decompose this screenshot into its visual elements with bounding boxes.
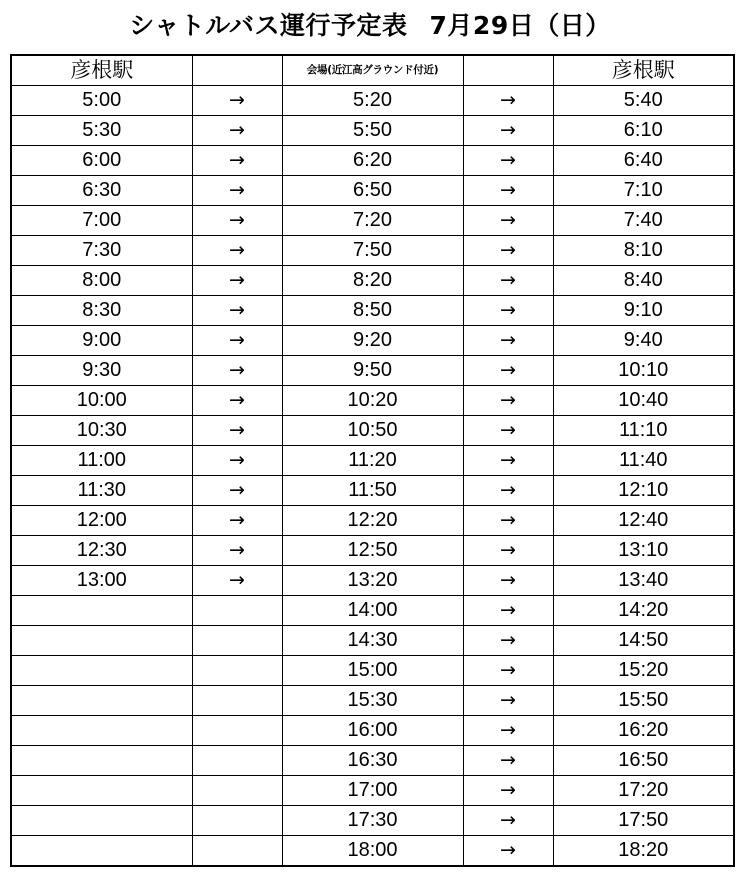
arrival-time-cell: 7:10: [553, 176, 734, 206]
arrow-cell-1: →: [192, 236, 282, 266]
departure-time-cell: 7:30: [11, 236, 192, 266]
table-row: [11, 836, 734, 867]
arrow-cell-2: →: [463, 86, 553, 116]
venue-time-cell: 14:30: [282, 626, 463, 656]
table-row: [11, 686, 734, 716]
departure-time-cell: 5:30: [11, 116, 192, 146]
table-row: [11, 596, 734, 626]
table-row: [11, 806, 734, 836]
arrow-cell-1: →: [192, 386, 282, 416]
venue-time-cell: 11:50: [282, 476, 463, 506]
venue-time-cell: 18:00: [282, 836, 463, 867]
arrow-cell-1: →: [192, 566, 282, 596]
arrow-cell-2: →: [463, 116, 553, 146]
venue-time-cell: 5:20: [282, 86, 463, 116]
table-row: [11, 356, 734, 386]
departure-time-cell: 5:00: [11, 86, 192, 116]
header-origin-station: 彦根駅: [11, 55, 192, 86]
table-row: [11, 146, 734, 176]
table-row: [11, 296, 734, 326]
arrival-time-cell: 9:40: [553, 326, 734, 356]
venue-time-cell: 8:50: [282, 296, 463, 326]
table-row: [11, 86, 734, 116]
arrival-time-cell: 7:40: [553, 206, 734, 236]
venue-time-cell: 8:20: [282, 266, 463, 296]
departure-time-cell: 8:00: [11, 266, 192, 296]
arrival-time-cell: 8:10: [553, 236, 734, 266]
venue-time-cell: 11:20: [282, 446, 463, 476]
venue-time-cell: 10:50: [282, 416, 463, 446]
arrival-time-cell: 16:20: [553, 716, 734, 746]
arrow-cell-1: →: [192, 296, 282, 326]
arrow-cell-1: →: [192, 206, 282, 236]
arrival-time-cell: 13:40: [553, 566, 734, 596]
arrival-time-cell: 8:40: [553, 266, 734, 296]
table-row: [11, 446, 734, 476]
header-row: [11, 55, 734, 86]
header-arrow-spacer-2: [463, 55, 553, 86]
venue-time-cell: 17:00: [282, 776, 463, 806]
departure-time-cell: [11, 626, 192, 656]
arrow-cell-1: [192, 716, 282, 746]
arrow-cell-2: →: [463, 386, 553, 416]
shuttle-timetable: [10, 54, 735, 867]
arrow-cell-1: →: [192, 326, 282, 356]
departure-time-cell: 11:30: [11, 476, 192, 506]
venue-time-cell: 6:50: [282, 176, 463, 206]
arrow-cell-1: →: [192, 116, 282, 146]
arrival-time-cell: 6:10: [553, 116, 734, 146]
arrival-time-cell: 12:40: [553, 506, 734, 536]
departure-time-cell: 13:00: [11, 566, 192, 596]
table-row: [11, 626, 734, 656]
venue-time-cell: 12:20: [282, 506, 463, 536]
arrow-cell-2: →: [463, 266, 553, 296]
arrival-time-cell: 11:40: [553, 446, 734, 476]
arrow-cell-2: →: [463, 236, 553, 266]
arrival-time-cell: 17:50: [553, 806, 734, 836]
arrow-cell-2: →: [463, 806, 553, 836]
table-row: [11, 776, 734, 806]
venue-time-cell: 13:20: [282, 566, 463, 596]
arrow-cell-2: →: [463, 506, 553, 536]
arrow-cell-1: [192, 596, 282, 626]
departure-time-cell: 10:30: [11, 416, 192, 446]
departure-time-cell: 6:00: [11, 146, 192, 176]
arrow-cell-2: →: [463, 356, 553, 386]
arrow-cell-1: [192, 746, 282, 776]
header-arrow-spacer-1: [192, 55, 282, 86]
arrow-cell-1: →: [192, 266, 282, 296]
table-row: [11, 386, 734, 416]
arrival-time-cell: 14:20: [553, 596, 734, 626]
arrival-time-cell: 16:50: [553, 746, 734, 776]
venue-time-cell: 17:30: [282, 806, 463, 836]
departure-time-cell: 6:30: [11, 176, 192, 206]
header-return-station: 彦根駅: [553, 55, 734, 86]
departure-time-cell: [11, 836, 192, 867]
table-row: [11, 566, 734, 596]
arrow-cell-2: →: [463, 416, 553, 446]
arrow-cell-2: →: [463, 776, 553, 806]
departure-time-cell: [11, 716, 192, 746]
arrow-cell-2: →: [463, 296, 553, 326]
venue-time-cell: 5:50: [282, 116, 463, 146]
arrow-cell-2: →: [463, 626, 553, 656]
arrow-cell-1: [192, 656, 282, 686]
arrival-time-cell: 11:10: [553, 416, 734, 446]
departure-time-cell: 10:00: [11, 386, 192, 416]
arrow-cell-2: →: [463, 656, 553, 686]
departure-time-cell: [11, 746, 192, 776]
departure-time-cell: 9:00: [11, 326, 192, 356]
venue-time-cell: 7:20: [282, 206, 463, 236]
arrow-cell-1: →: [192, 446, 282, 476]
departure-time-cell: 9:30: [11, 356, 192, 386]
arrow-cell-1: →: [192, 416, 282, 446]
table-row: [11, 656, 734, 686]
departure-time-cell: [11, 656, 192, 686]
venue-time-cell: 6:20: [282, 146, 463, 176]
table-row: [11, 206, 734, 236]
table-row: [11, 116, 734, 146]
arrival-time-cell: 10:40: [553, 386, 734, 416]
arrow-cell-2: →: [463, 326, 553, 356]
arrival-time-cell: 10:10: [553, 356, 734, 386]
page-title: [0, 6, 740, 46]
table-row: [11, 716, 734, 746]
arrow-cell-2: →: [463, 206, 553, 236]
arrow-cell-1: [192, 776, 282, 806]
table-row: [11, 746, 734, 776]
arrow-cell-2: →: [463, 146, 553, 176]
table-row: [11, 476, 734, 506]
table-row: [11, 416, 734, 446]
arrow-cell-2: →: [463, 686, 553, 716]
arrival-time-cell: 18:20: [553, 836, 734, 867]
arrow-cell-2: →: [463, 836, 553, 867]
table-row: [11, 326, 734, 356]
arrow-cell-1: [192, 806, 282, 836]
arrival-time-cell: 15:50: [553, 686, 734, 716]
table-row: [11, 266, 734, 296]
arrow-cell-2: →: [463, 476, 553, 506]
arrival-time-cell: 14:50: [553, 626, 734, 656]
arrow-cell-1: →: [192, 86, 282, 116]
venue-time-cell: 16:00: [282, 716, 463, 746]
departure-time-cell: 11:00: [11, 446, 192, 476]
table-row: [11, 506, 734, 536]
arrow-cell-2: →: [463, 746, 553, 776]
venue-time-cell: 15:00: [282, 656, 463, 686]
arrival-time-cell: 9:10: [553, 296, 734, 326]
arrow-cell-1: [192, 836, 282, 867]
departure-time-cell: [11, 686, 192, 716]
arrow-cell-1: →: [192, 476, 282, 506]
departure-time-cell: [11, 776, 192, 806]
venue-time-cell: 9:20: [282, 326, 463, 356]
arrow-cell-1: →: [192, 146, 282, 176]
departure-time-cell: [11, 596, 192, 626]
venue-time-cell: 9:50: [282, 356, 463, 386]
arrival-time-cell: 6:40: [553, 146, 734, 176]
arrival-time-cell: 13:10: [553, 536, 734, 566]
departure-time-cell: 12:30: [11, 536, 192, 566]
arrow-cell-2: →: [463, 566, 553, 596]
arrow-cell-1: →: [192, 506, 282, 536]
title-main: シャトルバス運行予定表: [129, 11, 408, 40]
table-row: [11, 176, 734, 206]
arrow-cell-2: →: [463, 596, 553, 626]
arrival-time-cell: 5:40: [553, 86, 734, 116]
arrow-cell-1: →: [192, 536, 282, 566]
arrival-time-cell: 17:20: [553, 776, 734, 806]
header-venue: 会場(近江高グラウンド付近): [282, 55, 463, 86]
arrow-cell-1: →: [192, 356, 282, 386]
arrow-cell-2: →: [463, 176, 553, 206]
arrival-time-cell: 15:20: [553, 656, 734, 686]
arrow-cell-2: →: [463, 716, 553, 746]
venue-time-cell: 15:30: [282, 686, 463, 716]
arrival-time-cell: 12:10: [553, 476, 734, 506]
table-row: [11, 236, 734, 266]
departure-time-cell: 12:00: [11, 506, 192, 536]
departure-time-cell: [11, 806, 192, 836]
arrow-cell-2: →: [463, 536, 553, 566]
table-row: [11, 536, 734, 566]
venue-time-cell: 7:50: [282, 236, 463, 266]
arrow-cell-2: →: [463, 446, 553, 476]
departure-time-cell: 8:30: [11, 296, 192, 326]
arrow-cell-1: →: [192, 176, 282, 206]
venue-time-cell: 12:50: [282, 536, 463, 566]
departure-time-cell: 7:00: [11, 206, 192, 236]
venue-time-cell: 10:20: [282, 386, 463, 416]
venue-time-cell: 16:30: [282, 746, 463, 776]
title-date: 7月29日（日）: [429, 11, 611, 40]
arrow-cell-1: [192, 686, 282, 716]
venue-time-cell: 14:00: [282, 596, 463, 626]
arrow-cell-1: [192, 626, 282, 656]
